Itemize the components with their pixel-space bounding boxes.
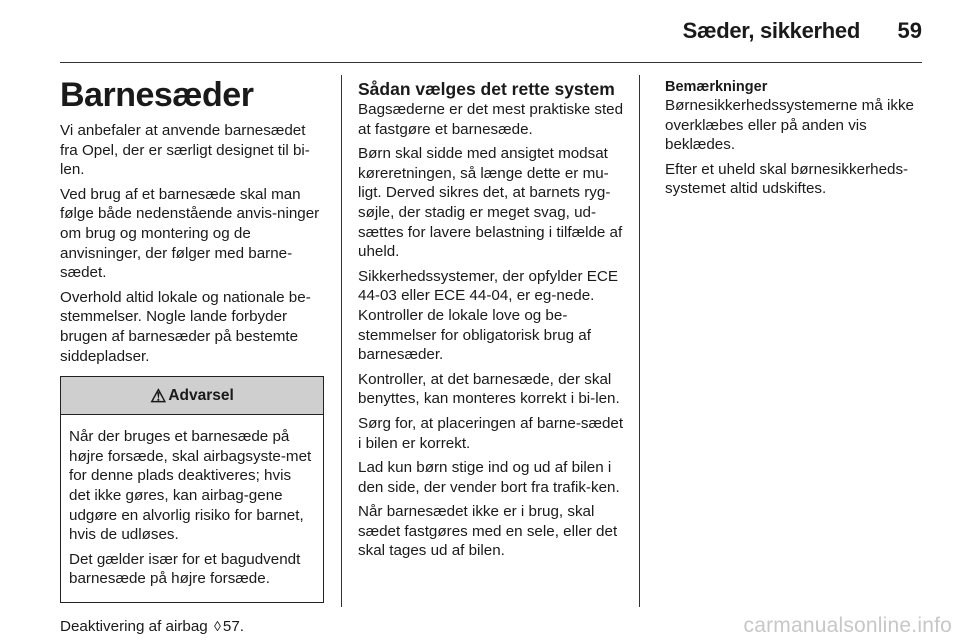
- cross-reference-page: 57.: [222, 617, 245, 635]
- cross-reference-text: Deaktivering af airbag: [60, 617, 208, 635]
- paragraph: Sikkerhedssystemer, der opfylder ECE 44-03 eller ECE 44-04, er eg-nede. Kontroller de lokale love og be-stemmelser for obligatorisk brug af barnesæder.: [358, 267, 618, 364]
- warning-paragraph: Det gælder især for et bagudvendt barnesæde på højre forsæde.: [69, 550, 301, 588]
- warning-paragraph: Når der bruges et barnesæde på højre forsæde, skal airbagsyste-met for denne plads deaktiveres; hvis det ikke gøres, kan airbag-gene udgøre en alvorlig risiko for barnet, hvis de udløses.: [69, 428, 312, 544]
- column-2: [358, 75, 625, 566]
- warning-box: [60, 376, 324, 603]
- warning-title: Advarsel: [168, 386, 234, 404]
- column-divider-1: [341, 75, 342, 607]
- paragraph: Lad kun børn stige ind og ud af bilen i den side, der vender bort fra trafik-ken.: [358, 459, 620, 496]
- paragraph: Børn skal sidde med ansigtet modsat køreretningen, så længe dette er mu-ligt. Derved sikres det, at barnets ryg-søjle, der stadig er meget svag, ud-sættes for lavere belastning i tilfælde af uheld.: [358, 145, 623, 261]
- section-heading: Sådan vælges det rette system: [358, 79, 615, 99]
- paragraph: Kontroller, at det barnesæde, der skal benyttes, kan monteres korrekt i bi-len.: [358, 370, 620, 408]
- paragraph: Vi anbefaler at anvende barnesædet fra Opel, der er særligt designet til bi-len.: [60, 122, 310, 179]
- paragraph: Ved brug af et barnesæde skal man følge både nedenstående anvis-ninger om brug og montering og de anvisninger, der følger med barne-sædet.: [60, 185, 320, 282]
- paragraph: Børnesikkerhedssystemerne må ikke overklæbes eller på anden vis beklædes.: [665, 97, 914, 154]
- paragraph: Når barnesædet ikke er i brug, skal sædet fastgøres med en sele, eller det skal tages ud af bilen.: [358, 503, 618, 560]
- watermark: carmanualsonline.info: [743, 614, 952, 637]
- notes-heading: Bemærkninger: [665, 79, 768, 95]
- warning-triangle-icon: ⚠: [150, 385, 167, 406]
- warning-header: [61, 377, 323, 415]
- column-1: [60, 75, 324, 641]
- paragraph: Efter et uheld skal børnesikkerheds-systemet altid udskiftes.: [665, 160, 909, 198]
- paragraph: Bagsæderne er det mest praktiske sted at fastgøre et barnesæde.: [358, 101, 624, 138]
- paragraph: Overhold altid lokale og nationale be-stemmelser. Nogle lande forbyder brugen af barnesæder på bestemte siddepladser.: [60, 288, 311, 365]
- header-divider: [60, 62, 922, 63]
- warning-body: [61, 415, 323, 602]
- section-title: Sæder, sikkerhed: [682, 18, 860, 43]
- main-heading: Barnesæder: [60, 76, 254, 114]
- page-number: 59: [897, 18, 922, 43]
- column-divider-2: [639, 75, 640, 607]
- column-3: [665, 75, 927, 204]
- cross-reference[interactable]: [60, 617, 324, 637]
- paragraph: Sørg for, at placeringen af barne-sædet i bilen er korrekt.: [358, 414, 624, 452]
- reference-arrow-icon: ◊: [213, 617, 221, 634]
